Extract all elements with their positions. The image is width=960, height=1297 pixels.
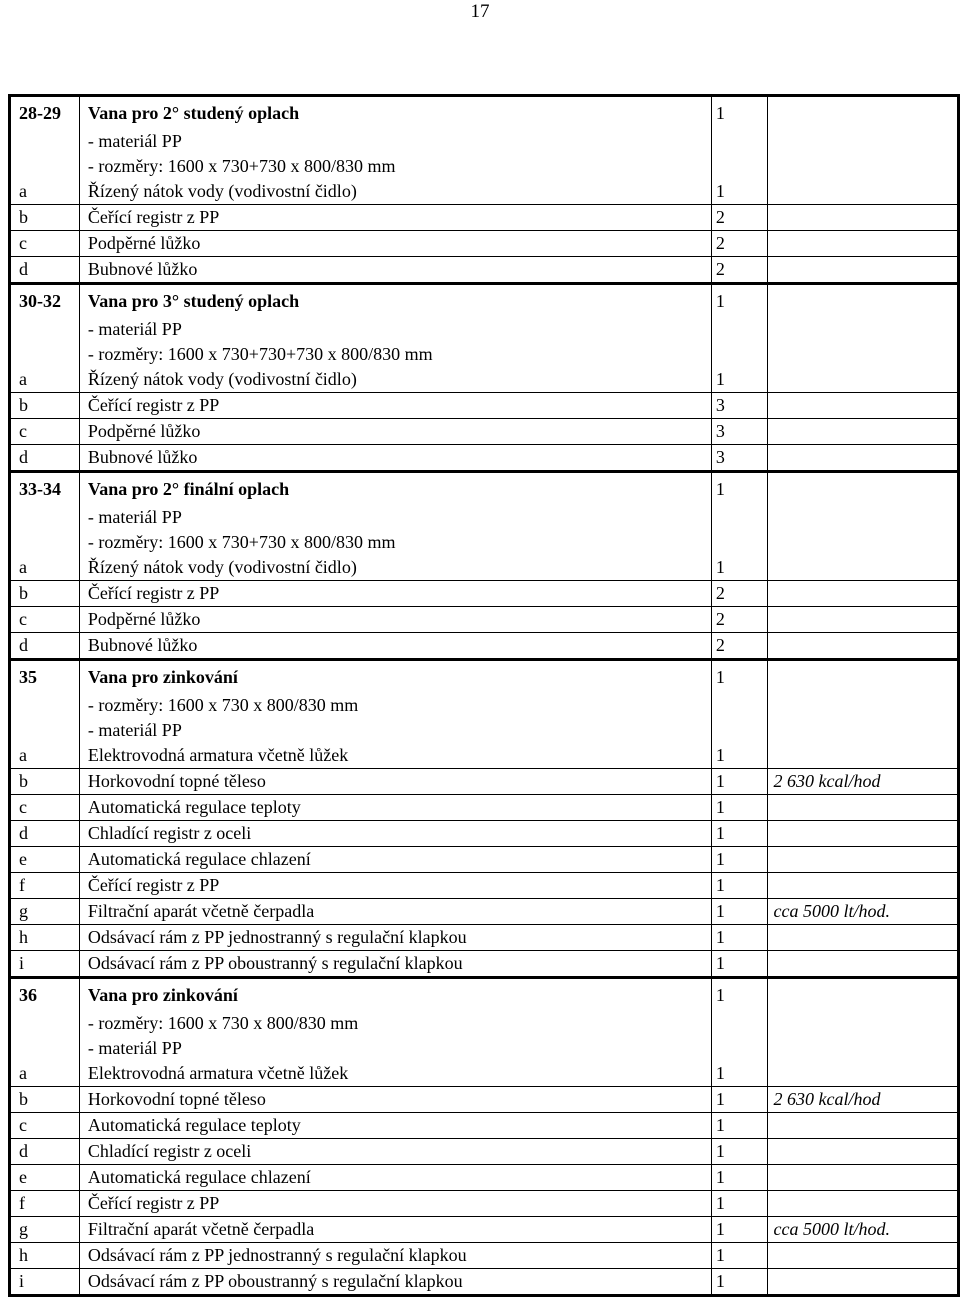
item-note [767,1139,958,1165]
item-note [767,660,958,694]
item-number [10,154,80,179]
section-header-row [10,660,959,694]
item-quantity [711,530,767,555]
item-description: Bubnové lůžko [79,257,711,284]
item-number [10,530,80,555]
table-row [10,257,959,284]
table-row [10,1036,959,1061]
item-description: Automatická regulace teploty [79,1113,711,1139]
table-row [10,795,959,821]
table-row [10,581,959,607]
item-description: Chladící registr z oceli [79,1139,711,1165]
item-number: f [10,873,80,899]
item-description: Elektrovodná armatura včetně lůžek [79,1061,711,1087]
table-row [10,1087,959,1113]
item-quantity: 1 [711,769,767,795]
item-number: e [10,1165,80,1191]
table-row [10,873,959,899]
item-number: c [10,419,80,445]
item-description: Bubnové lůžko [79,633,711,660]
item-description: Řízený nátok vody (vodivostní čidlo) [79,555,711,581]
item-note: 2 630 kcal/hod [767,1087,958,1113]
item-number: d [10,633,80,660]
item-quantity: 1 [711,367,767,393]
item-description: Filtrační aparát včetně čerpadla [79,1217,711,1243]
item-note [767,1269,958,1296]
table-row [10,530,959,555]
item-quantity: 1 [711,1139,767,1165]
item-number: g [10,899,80,925]
item-note [767,1011,958,1036]
item-description: Čeřící registr z PP [79,1191,711,1217]
item-quantity [711,317,767,342]
item-note [767,231,958,257]
item-quantity: 1 [711,1217,767,1243]
item-number: c [10,795,80,821]
item-quantity: 1 [711,1087,767,1113]
item-quantity [711,693,767,718]
item-description: - rozměry: 1600 x 730 x 800/830 mm [79,1011,711,1036]
item-quantity: 1 [711,821,767,847]
item-quantity [711,154,767,179]
table-row [10,1113,959,1139]
table-row [10,445,959,472]
item-quantity [711,1036,767,1061]
table-row [10,419,959,445]
table-row [10,1269,959,1296]
section-header-row [10,96,959,130]
item-note [767,581,958,607]
item-number: c [10,607,80,633]
table-row [10,154,959,179]
item-number: b [10,769,80,795]
item-note [767,693,958,718]
item-description: - materiál PP [79,505,711,530]
item-note [767,205,958,231]
item-number [10,129,80,154]
item-quantity: 2 [711,633,767,660]
item-quantity: 2 [711,257,767,284]
item-number [10,1011,80,1036]
equipment-spec-table [8,94,960,1297]
item-note [767,873,958,899]
item-description: - rozměry: 1600 x 730+730+730 x 800/830 mm [79,342,711,367]
item-description: Podpěrné lůžko [79,419,711,445]
table-row [10,317,959,342]
item-quantity: 2 [711,581,767,607]
item-description: - materiál PP [79,1036,711,1061]
item-note [767,1061,958,1087]
item-description: Řízený nátok vody (vodivostní čidlo) [79,367,711,393]
item-number: a [10,1061,80,1087]
item-description: Vana pro zinkování [79,978,711,1012]
table-row [10,1217,959,1243]
item-quantity: 1 [711,899,767,925]
item-description: Horkovodní topné těleso [79,1087,711,1113]
table-row [10,1191,959,1217]
item-description: Automatická regulace teploty [79,795,711,821]
item-number: c [10,1113,80,1139]
item-quantity: 1 [711,951,767,978]
item-description: Automatická regulace chlazení [79,1165,711,1191]
item-description: Automatická regulace chlazení [79,847,711,873]
page-number: 17 [470,1,490,22]
item-note [767,154,958,179]
item-description: Odsávací rám z PP jednostranný s regulační klapkou [79,1243,711,1269]
item-description: Podpěrné lůžko [79,607,711,633]
item-description: Bubnové lůžko [79,445,711,472]
item-note [767,1191,958,1217]
item-quantity: 3 [711,393,767,419]
item-number: h [10,925,80,951]
item-description: Vana pro 2° finální oplach [79,472,711,506]
item-note [767,821,958,847]
item-note [767,445,958,472]
item-description: Horkovodní topné těleso [79,769,711,795]
item-note [767,129,958,154]
item-number: d [10,821,80,847]
item-number: e [10,847,80,873]
item-note: cca 5000 lt/hod. [767,1217,958,1243]
item-quantity: 1 [711,96,767,130]
table-row [10,718,959,743]
item-number: f [10,1191,80,1217]
item-description: Čeřící registr z PP [79,205,711,231]
table-row [10,231,959,257]
item-description: - rozměry: 1600 x 730+730 x 800/830 mm [79,530,711,555]
item-number: b [10,1087,80,1113]
section-header-row [10,472,959,506]
item-note: cca 5000 lt/hod. [767,899,958,925]
item-description: Odsávací rám z PP oboustranný s regulační klapkou [79,1269,711,1296]
item-note [767,795,958,821]
item-number: g [10,1217,80,1243]
item-number: d [10,1139,80,1165]
item-note [767,284,958,318]
item-number: d [10,445,80,472]
table-row [10,607,959,633]
item-quantity: 1 [711,1243,767,1269]
item-number: b [10,205,80,231]
item-note [767,978,958,1012]
table-row [10,367,959,393]
item-note [767,847,958,873]
item-quantity: 3 [711,445,767,472]
item-quantity: 1 [711,795,767,821]
item-description: Filtrační aparát včetně čerpadla [79,899,711,925]
item-description: Čeřící registr z PP [79,873,711,899]
table-row [10,1165,959,1191]
item-note [767,393,958,419]
item-quantity: 3 [711,419,767,445]
item-note [767,317,958,342]
table-row [10,205,959,231]
item-note [767,179,958,205]
item-description: Čeřící registr z PP [79,393,711,419]
item-description: - rozměry: 1600 x 730+730 x 800/830 mm [79,154,711,179]
table-row [10,342,959,367]
table-row [10,743,959,769]
item-number [10,1036,80,1061]
item-quantity: 1 [711,660,767,694]
item-number: c [10,231,80,257]
item-number: a [10,555,80,581]
item-quantity: 1 [711,1113,767,1139]
item-quantity: 2 [711,231,767,257]
item-quantity: 1 [711,925,767,951]
item-note [767,1243,958,1269]
table-row [10,847,959,873]
item-number [10,505,80,530]
item-quantity: 1 [711,1165,767,1191]
item-description: Elektrovodná armatura včetně lůžek [79,743,711,769]
item-number: h [10,1243,80,1269]
item-number: 30-32 [10,284,80,318]
item-note [767,257,958,284]
item-quantity: 2 [711,607,767,633]
item-number: i [10,1269,80,1296]
item-number [10,718,80,743]
item-number [10,693,80,718]
item-number: b [10,581,80,607]
table-row [10,393,959,419]
item-note [767,633,958,660]
item-description: Vana pro 3° studený oplach [79,284,711,318]
item-number: d [10,257,80,284]
item-quantity: 2 [711,205,767,231]
item-quantity: 1 [711,873,767,899]
item-note [767,342,958,367]
item-note: 2 630 kcal/hod [767,769,958,795]
table-row [10,951,959,978]
item-description: Odsávací rám z PP oboustranný s regulační klapkou [79,951,711,978]
table-row [10,1139,959,1165]
table-row [10,1243,959,1269]
item-quantity: 1 [711,284,767,318]
item-number: 36 [10,978,80,1012]
item-description: Čeřící registr z PP [79,581,711,607]
item-description: Chladící registr z oceli [79,821,711,847]
item-note [767,1036,958,1061]
table-row [10,505,959,530]
table-row [10,821,959,847]
item-quantity: 1 [711,1191,767,1217]
table-row [10,899,959,925]
table-row [10,179,959,205]
item-note [767,1113,958,1139]
item-description: Řízený nátok vody (vodivostní čidlo) [79,179,711,205]
item-quantity: 1 [711,555,767,581]
item-note [767,505,958,530]
section-header-row [10,978,959,1012]
table-row [10,1061,959,1087]
item-description: Vana pro 2° studený oplach [79,96,711,130]
item-quantity: 1 [711,472,767,506]
item-description: - materiál PP [79,718,711,743]
item-quantity [711,1011,767,1036]
item-number: a [10,743,80,769]
item-quantity: 1 [711,1269,767,1296]
item-note [767,718,958,743]
item-description: Podpěrné lůžko [79,231,711,257]
item-note [767,951,958,978]
item-quantity [711,718,767,743]
item-number [10,317,80,342]
item-quantity [711,505,767,530]
item-note [767,96,958,130]
item-description: Vana pro zinkování [79,660,711,694]
item-number: a [10,367,80,393]
item-quantity: 1 [711,1061,767,1087]
item-note [767,743,958,769]
item-number: 33-34 [10,472,80,506]
item-quantity: 1 [711,847,767,873]
table-row [10,1011,959,1036]
item-note [767,530,958,555]
item-note [767,367,958,393]
item-note [767,607,958,633]
item-number: i [10,951,80,978]
item-number [10,342,80,367]
item-number: b [10,393,80,419]
table-row [10,129,959,154]
table-row [10,633,959,660]
item-description: - materiál PP [79,317,711,342]
table-row [10,693,959,718]
item-quantity: 1 [711,978,767,1012]
item-description: - materiál PP [79,129,711,154]
item-number: a [10,179,80,205]
item-quantity: 1 [711,743,767,769]
table-row [10,925,959,951]
section-header-row [10,284,959,318]
item-description: Odsávací rám z PP jednostranný s regulační klapkou [79,925,711,951]
item-quantity [711,342,767,367]
table-row [10,769,959,795]
item-note [767,925,958,951]
item-note [767,1165,958,1191]
item-note [767,419,958,445]
item-quantity: 1 [711,179,767,205]
item-note [767,555,958,581]
item-number: 35 [10,660,80,694]
table-row [10,555,959,581]
item-description: - rozměry: 1600 x 730 x 800/830 mm [79,693,711,718]
spec-table-body [10,96,959,1296]
item-note [767,472,958,506]
item-quantity [711,129,767,154]
item-number: 28-29 [10,96,80,130]
